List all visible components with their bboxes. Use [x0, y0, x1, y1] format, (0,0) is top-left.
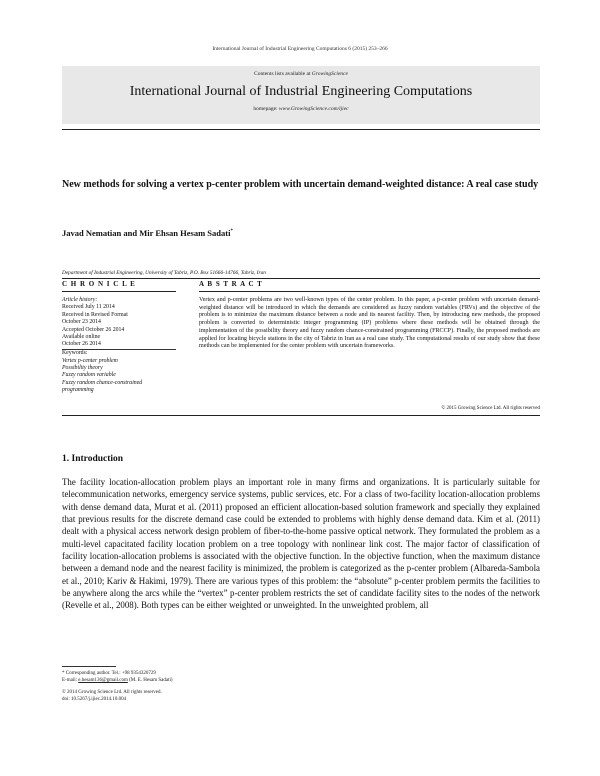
email-link[interactable]: e.hesam136@gmail.com [78, 678, 128, 683]
corresponding-author-mark: * [230, 229, 233, 235]
masthead-divider [62, 129, 540, 130]
keywords-label: Keywords: [62, 350, 88, 357]
history-line: Available online [62, 333, 101, 340]
publisher-name: GrowingScience [311, 71, 348, 77]
homepage-link[interactable]: www.GrowingScience.com/ijiec [278, 106, 349, 112]
keyword: programming [62, 387, 94, 394]
affiliation: Department of Industrial Engineering, University of Tabriz, P.O. Box 51666-14766, Tabriz, Iran [62, 270, 266, 276]
contents-available-line [62, 71, 540, 77]
keyword: Vertex p-center problem [62, 357, 118, 364]
journal-title: International Journal of Industrial Engineering Computations [129, 84, 473, 99]
affiliation-divider [62, 278, 540, 279]
history-line: Received in Revised Format [62, 311, 128, 318]
keyword: Possibility theory [62, 365, 103, 372]
introduction-text: The facility location-allocation problem plays an important role in many firms and organizations. It is particularly suitable for telecommunication networks, emergency service systems, public services, etc. For a class of two-facility location-allocation problems with dense demand data, Murat et al. (2011) proposed an efficient allocation-based solution framework and specially they explained that previous results for the discrete demand case could be extended to problems with highly dense demand data. Kim et al. (2011) dealt with a physical access network design problem of fiber-to-the-home passive optical network. They formulated the problem as a multi-level capacitated facility location problem on a tree topology with nonlinear link cost. The major factor of classification of facility location-allocation problems is associated with the objective function. In the objective function, when the maximum distance between a demand node and the nearest facility is minimized, the problem is categorized as the p-center problem (Albareda-Sambola et al., 2010; Kariv & Hakimi, 1979). There are various types of this problem: the “absolute” p-center problem permits the facilities to be anywhere along the arcs while the “vertex” p-center problem restricts the set of candidate facility sites to the nodes of the network (Revelle et al., 2008). Both types can be either weighted or unweighted. In the unweighted problem, all [62, 477, 540, 611]
keyword: Fuzzy random chance-constrained [62, 379, 143, 386]
article-history-label: Article history: [62, 297, 98, 303]
abstract-divider [199, 291, 540, 292]
doi[interactable]: doi: 10.5267/j.ijiec.2014.10.004 [62, 697, 127, 702]
chronicle-label: C H R O N I C L E [62, 280, 136, 288]
abstract-bottom-divider [62, 415, 540, 416]
keyword: Fuzzy random variable [62, 372, 116, 379]
homepage-prefix: homepage: [253, 106, 279, 112]
paper-title: New methods for solving a vertex p-center problem with uncertain demand-weighted distance: A real case study [62, 179, 539, 190]
author-line [62, 228, 540, 238]
section-heading-introduction: 1. Introduction [62, 454, 124, 464]
footnote-copyright: © 2014 Growing Science Ltd. All rights reserved. [62, 690, 162, 695]
footnote-divider [62, 666, 116, 667]
history-line: October 23 2014 [62, 319, 101, 326]
corresponding-author-note: * Corresponding author. Tel.: +98 9354326729 [62, 671, 156, 676]
history-line: Received July 11 2014 [62, 304, 115, 311]
author-names: Javad Nematian and Mir Ehsan Hesam Sadati [62, 228, 231, 238]
chronicle-column [62, 297, 176, 395]
abstract-text: Vertex and p-center problems are two well-known types of the center problem. In this paper, a p-center problem with uncertain demand-weighted distance will be introduced in which the demands are considered as fuzzy random variables (FRVs) and the objective of the problem is to minimize the maximum distance between a node and its nearest facility. Then, by introducing new methods, the proposed problem is converted to deterministic integer programming (IP) problems where these methods will be obtained through the implementation of the possibility theory and fuzzy random chance-constrained programming (FRCCP). Finally, the proposed methods are applied for locating bicycle stations in the city of Tabriz in Iran as a real case study. The computational results of our study show that these methods can be implemented for the center problem with uncertain frameworks. [199, 297, 540, 350]
journal-masthead [62, 66, 540, 124]
history-line: October 26 2014 [62, 341, 101, 348]
running-head: International Journal of Industrial Engineering Computations 6 (2015) 253–266 [212, 46, 388, 52]
email-prefix: E-mail: [62, 678, 79, 683]
contents-prefix: Contents lists available at [254, 71, 312, 77]
email-owner: (M. E. Hesam Sadati) [127, 678, 173, 683]
abstract-label: A B S T R A C T [199, 280, 263, 288]
chronicle-divider [62, 291, 176, 292]
email-line [62, 677, 362, 684]
history-line: Accepted October 26 2014 [62, 326, 125, 333]
journal-homepage [62, 106, 540, 112]
footnotes [62, 670, 362, 703]
abstract-copyright: © 2015 Growing Science Ltd. All rights reserved [441, 406, 540, 411]
